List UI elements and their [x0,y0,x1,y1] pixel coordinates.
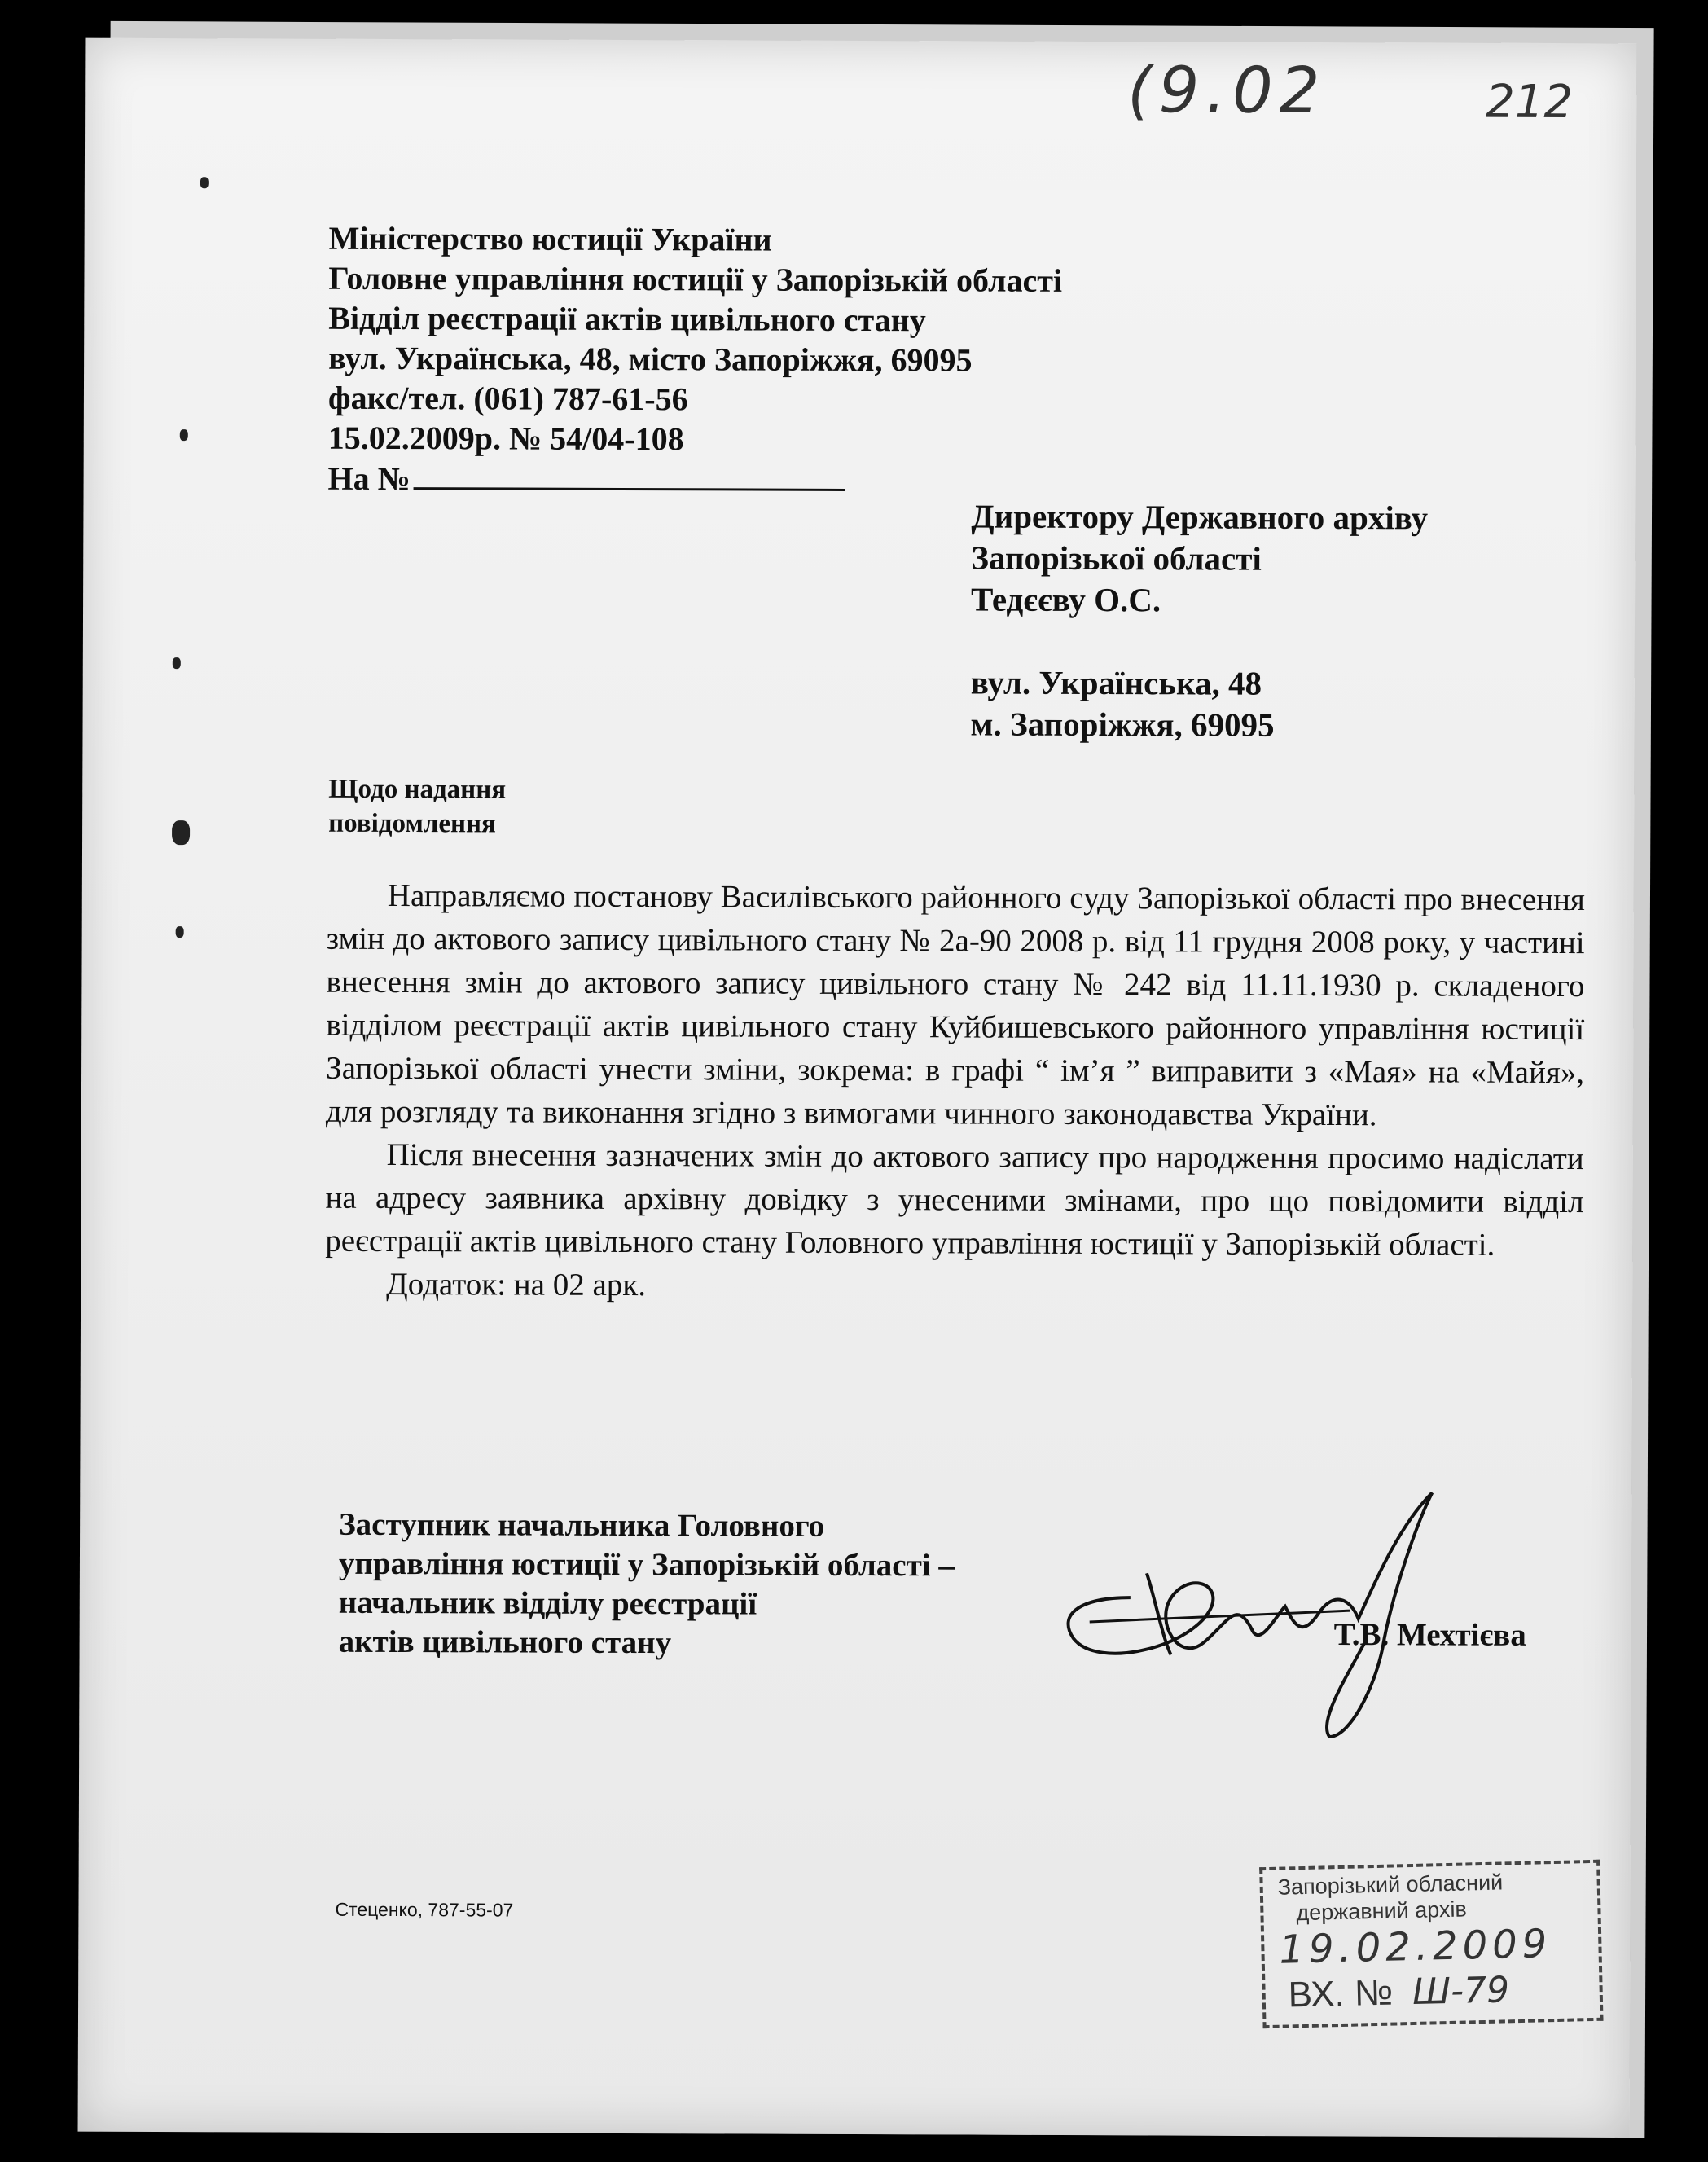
archive-receipt-stamp [1259,1860,1603,2028]
stamp-incoming-number [1288,1969,1509,2015]
body-paragraph-2: Після внесення зазначених змін до актового запису про народження просимо надіслати на адресу заявника архівну довідку з унесеними змінами, про що повідомити відділ реєстрації актів цивільного стану Головного управління юстиції у Запорізькій області. [325,1136,1584,1263]
handwritten-signature [1008,1475,1464,1746]
handwritten-date-note: (9.02 [1127,54,1327,129]
sender-ministry: Міністерство юстиції України [328,219,772,258]
subject-line-1: Щодо надання [328,774,507,805]
subject-line-2: повідомлення [328,808,496,839]
recipient-title: Директору Державного архіву [971,497,1429,537]
punch-hole [180,429,188,441]
signatory-line-3: начальник відділу реєстрації [338,1584,757,1622]
sender-department: Головне управління юстиції у Запорізькій області [328,259,1063,299]
punch-hole [176,926,184,938]
subject-block [328,772,506,842]
recipient-name: Тедєєву О.С. [971,580,1161,619]
recipient-region: Запорізької області [971,538,1262,578]
sender-block [328,218,1063,501]
sender-division: Відділ реєстрації актів цивільного стану [328,299,926,339]
reference-blank [414,458,845,491]
annex-line: Додаток: на 02 арк. [386,1266,647,1303]
signatory-line-2: управління юстиції у Запорізькій області – [338,1545,955,1584]
signatory-line-1: Заступник начальника Головного [339,1506,825,1544]
sender-date-number: 15.02.2009р. № 54/04-108 [327,419,684,458]
stamp-in-label: ВХ. № [1288,1972,1394,2015]
body-paragraph-1: Направляємо постанову Василівського районного суду Запорізької області про внесення змін до актового запису цивільного стану № 2а-90 2008 р. від 11 грудня 2008 року, у частині внесення змін до актового запису цивільного стану № 242 від 11.11.1930 р. складеного відділом реєстрації актів цивільного стану Куйбишевського районного управління юстиції Запорізької області унести зміни, зокрема: в графі “ ім’я ” виправити з «Мая» на «Майя», для розгляду та виконання згідно з вимогами чинного законодавства України. [325,877,1585,1133]
recipient-street: вул. Українська, 48 [970,663,1262,702]
sender-phone: факс/тел. (061) 787-61-56 [327,379,688,418]
stamp-date: 19.02.2009 [1278,1921,1552,1973]
recipient-block [970,495,1428,746]
executor-contact: Стеценко, 787-55-07 [335,1898,514,1921]
document-page [78,38,1637,2138]
recipient-city: м. Запоріжжя, 69095 [970,705,1275,744]
signatory-line-4: актів цивільного стану [338,1624,672,1661]
punch-hole [200,177,209,188]
stamp-line-2: державний архів [1296,1896,1468,1926]
sender-address: вул. Українська, 48, місто Запоріжжя, 69095 [328,339,973,379]
punch-hole [172,820,190,845]
handwritten-page-number: 212 [1486,75,1574,130]
signatory-position [339,1505,955,1664]
stamp-line-1: Запорізький обласний [1277,1870,1504,1900]
letter-body [325,874,1585,1310]
stamp-in-number: Ш-79 [1412,1969,1510,2014]
signer-name: Т.В. Мехтієва [1333,1617,1526,1653]
reference-line [328,458,1062,501]
punch-hole [173,657,181,669]
reference-label: На № [327,459,411,498]
